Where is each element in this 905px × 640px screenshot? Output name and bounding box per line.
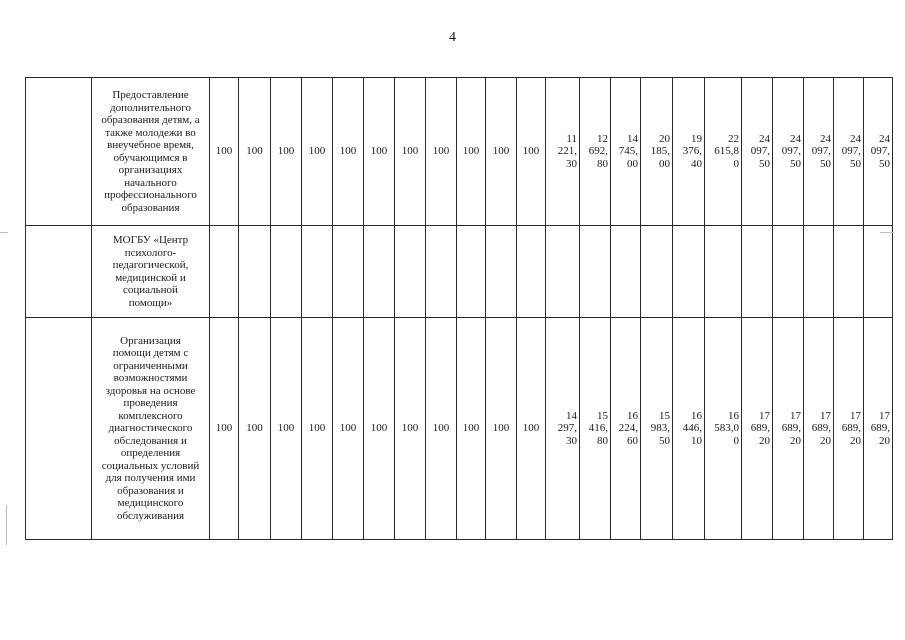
amount-cell	[773, 318, 804, 540]
amount-cell	[804, 78, 834, 226]
row-name: Предоставление дополнительного образования детям, а также молодежи во внеучебное время, обучающимся в организациях начального профессионального образования	[101, 89, 200, 214]
scan-mark	[880, 232, 894, 233]
empty-cell	[26, 78, 92, 226]
amount-cell	[641, 318, 673, 540]
amount-cell	[580, 78, 611, 226]
percent-cell: 100	[486, 318, 517, 540]
amount-cell	[773, 78, 804, 226]
percent-cell	[486, 226, 517, 318]
percent-cell	[271, 226, 302, 318]
percent-cell: 100	[302, 78, 333, 226]
percent-cell: 100	[239, 318, 271, 540]
amount-value: 24 097, 50	[811, 132, 831, 170]
amount-cell	[580, 318, 611, 540]
percent-cell: 100	[517, 318, 546, 540]
percent-cell: 100	[210, 318, 239, 540]
amount-value: 17 689, 20	[811, 409, 831, 447]
table-row	[26, 318, 893, 540]
empty-cell	[26, 226, 92, 318]
amount-cell	[834, 78, 864, 226]
scan-mark	[0, 232, 8, 233]
amount-cell	[641, 226, 673, 318]
amount-cell	[611, 318, 641, 540]
percent-cell	[210, 226, 239, 318]
percent-cell	[457, 226, 486, 318]
percent-cell: 100	[302, 318, 333, 540]
amount-value: 11 221, 30	[557, 132, 577, 170]
percent-cell: 100	[364, 78, 395, 226]
table-row	[26, 226, 893, 318]
percent-cell: 100	[210, 78, 239, 226]
amount-value: 22 615,8 0	[714, 132, 739, 170]
amount-cell	[834, 226, 864, 318]
amount-cell	[742, 318, 773, 540]
amount-cell	[673, 318, 705, 540]
amount-value: 14 745, 00	[618, 132, 638, 170]
amount-value: 24 097, 50	[750, 132, 770, 170]
row-name-cell	[92, 318, 210, 540]
amount-cell	[546, 318, 580, 540]
amount-cell	[705, 226, 742, 318]
amount-value: 17 689, 20	[870, 409, 890, 447]
amount-cell	[834, 318, 864, 540]
amount-cell	[580, 226, 611, 318]
amount-cell	[641, 78, 673, 226]
amount-cell	[804, 226, 834, 318]
amount-cell	[705, 318, 742, 540]
percent-cell	[364, 226, 395, 318]
percent-cell: 100	[517, 78, 546, 226]
amount-value: 17 689, 20	[781, 409, 801, 447]
amount-cell	[804, 318, 834, 540]
page-number: 4	[449, 30, 456, 45]
percent-cell: 100	[395, 318, 426, 540]
amount-value: 24 097, 50	[870, 132, 890, 170]
percent-cell: 100	[486, 78, 517, 226]
amount-value: 12 692, 80	[588, 132, 608, 170]
percent-cell: 100	[333, 318, 364, 540]
percent-cell: 100	[239, 78, 271, 226]
percent-cell	[395, 226, 426, 318]
amount-value: 20 185, 00	[650, 132, 670, 170]
row-name-cell	[92, 78, 210, 226]
table-row	[26, 78, 893, 226]
percent-cell: 100	[364, 318, 395, 540]
amount-cell	[611, 78, 641, 226]
percent-cell	[426, 226, 457, 318]
row-name: Организация помощи детям с ограниченными возможностями здоровья на основе проведения комплексного диагностического обследования и определения социальных условий для получения ими образования и медицинского обслуживания	[101, 334, 200, 522]
scan-mark	[6, 505, 7, 545]
amount-cell	[673, 226, 705, 318]
amount-cell	[546, 78, 580, 226]
row-name: МОГБУ «Центр психолого- педагогической, медицинской и социальной помощи»	[112, 234, 189, 309]
percent-cell	[302, 226, 333, 318]
amount-value: 17 689, 20	[750, 409, 770, 447]
amount-cell	[864, 318, 893, 540]
amount-cell	[864, 78, 893, 226]
amount-cell	[546, 226, 580, 318]
percent-cell: 100	[395, 78, 426, 226]
amount-value: 16 224, 60	[618, 409, 638, 447]
percent-cell: 100	[271, 318, 302, 540]
amount-value: 24 097, 50	[841, 132, 861, 170]
percent-cell: 100	[333, 78, 364, 226]
percent-cell	[517, 226, 546, 318]
amount-cell	[773, 226, 804, 318]
data-table	[25, 77, 893, 540]
amount-cell	[673, 78, 705, 226]
amount-value: 24 097, 50	[781, 132, 801, 170]
percent-cell: 100	[457, 318, 486, 540]
amount-value: 15 983, 50	[650, 409, 670, 447]
amount-cell	[611, 226, 641, 318]
percent-cell	[333, 226, 364, 318]
amount-value: 14 297, 30	[557, 409, 577, 447]
amount-cell	[742, 78, 773, 226]
amount-value: 15 416, 80	[588, 409, 608, 447]
percent-cell	[239, 226, 271, 318]
amount-value: 16 583,0 0	[714, 409, 739, 447]
percent-cell: 100	[271, 78, 302, 226]
amount-cell	[864, 226, 893, 318]
amount-value: 19 376, 40	[682, 132, 702, 170]
amount-value: 16 446, 10	[682, 409, 702, 447]
amount-value: 17 689, 20	[841, 409, 861, 447]
empty-cell	[26, 318, 92, 540]
amount-cell	[742, 226, 773, 318]
percent-cell: 100	[426, 318, 457, 540]
row-name-cell	[92, 226, 210, 318]
amount-cell	[705, 78, 742, 226]
percent-cell: 100	[457, 78, 486, 226]
percent-cell: 100	[426, 78, 457, 226]
